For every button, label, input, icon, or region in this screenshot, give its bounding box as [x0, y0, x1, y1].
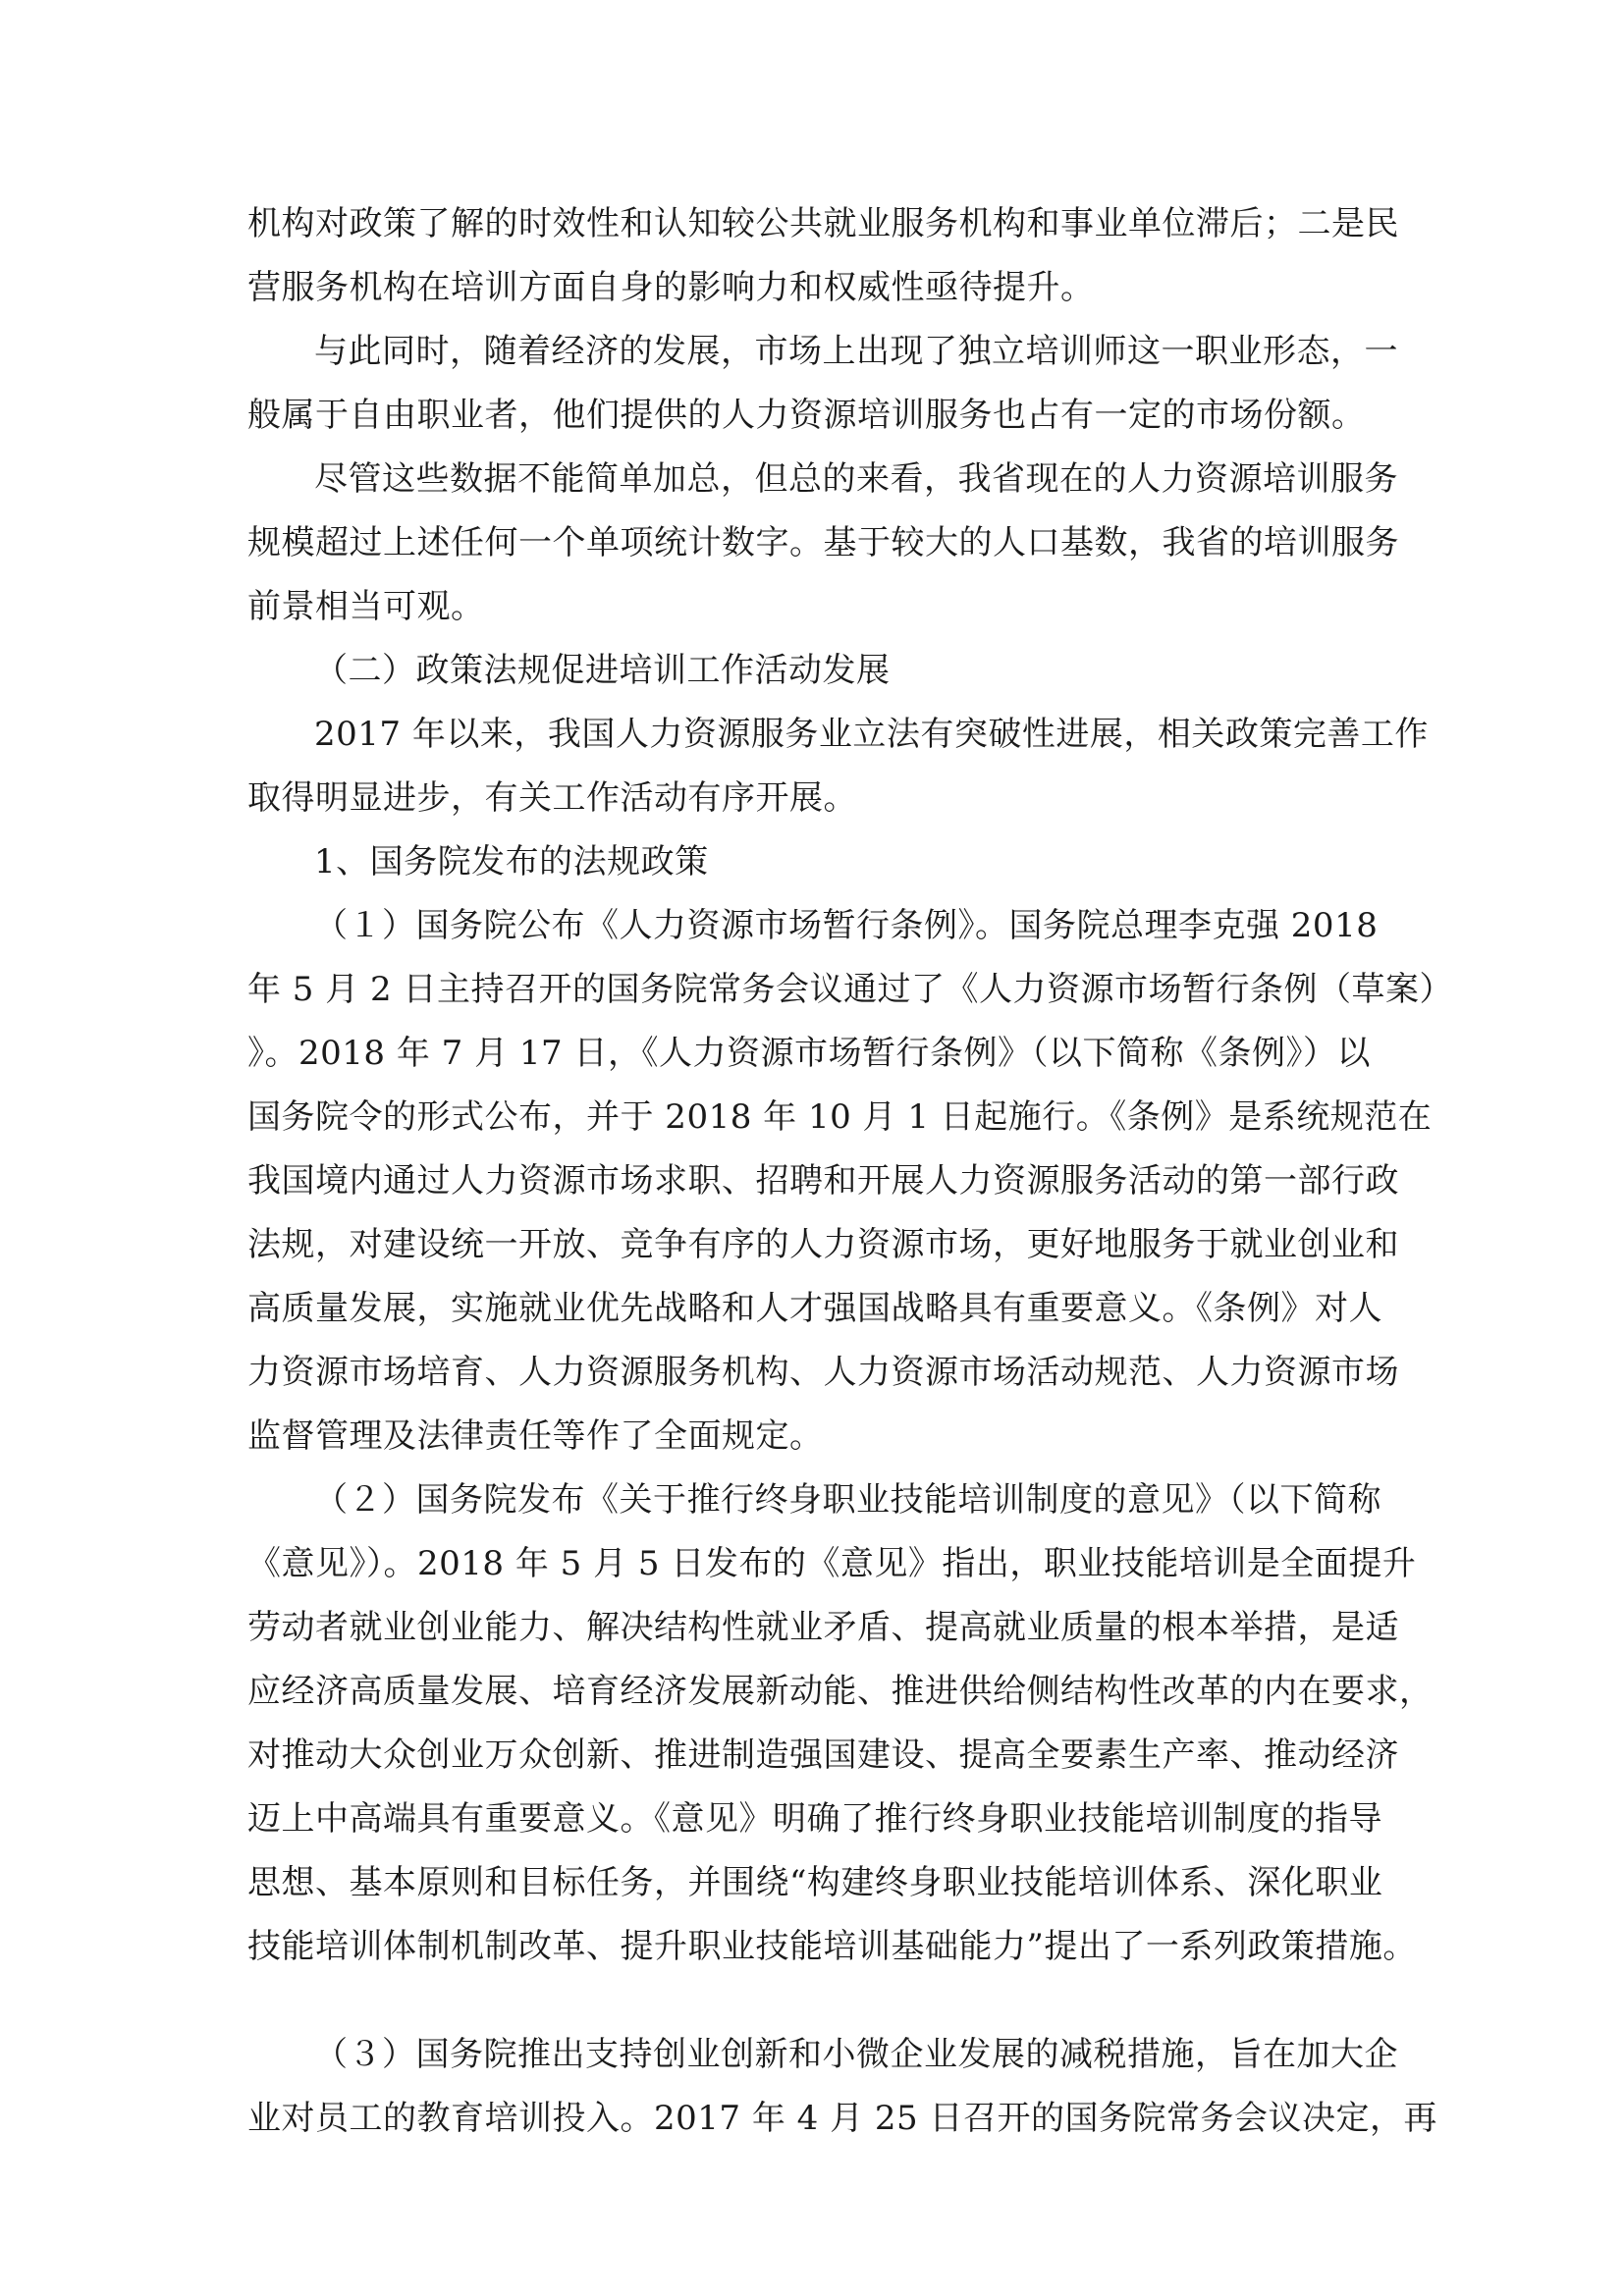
body-text-line: （１）国务院公布《人力资源市场暂行条例》。国务院总理李克强 2018: [314, 906, 1379, 945]
body-text-line: 》。2018 年 7 月 17 日，《人力资源市场暂行条例》（以下简称《条例》）以: [247, 1034, 1371, 1073]
body-text-line: 国务院令的形式公布，并于 2018 年 10 月 1 日起施行。《条例》是系统规范在: [247, 1097, 1433, 1137]
body-text-line: 迈上中高端具有重要意义。《意见》明确了推行终身职业技能培训制度的指导: [247, 1799, 1382, 1839]
body-text-line: 年 5 月 2 日主持召开的国务院常务会议通过了《人力资源市场暂行条例（草案）: [247, 970, 1453, 1009]
section-heading: （二）政策法规促进培训工作活动发展: [314, 651, 891, 690]
body-text-line: 监督管理及法律责任等作了全面规定。: [247, 1416, 824, 1456]
body-text-line: 取得明显进步，有关工作活动有序开展。: [247, 778, 857, 818]
body-text-line: 应经济高质量发展、培育经济发展新动能、推进供给侧结构性改革的内在要求，: [247, 1672, 1434, 1711]
body-text-line: 尽管这些数据不能简单加总，但总的来看，我省现在的人力资源培训服务: [314, 459, 1398, 499]
body-text-line: 力资源市场培育、人力资源服务机构、人力资源市场活动规范、人力资源市场: [247, 1353, 1399, 1392]
body-text-line: 高质量发展，实施就业优先战略和人才强国战略具有重要意义。《条例》对人: [247, 1289, 1382, 1328]
body-text-line: 营服务机构在培训方面自身的影响力和权威性亟待提升。: [247, 268, 1095, 307]
body-text-line: 般属于自由职业者，他们提供的人力资源培训服务也占有一定的市场份额。: [247, 396, 1366, 435]
body-text-line: 前景相当可观。: [247, 587, 485, 626]
body-text-line: 思想、基本原则和目标任务，并围绕“构建终身职业技能培训体系、深化职业: [247, 1863, 1383, 1902]
body-text-line: 与此同时，随着经济的发展，市场上出现了独立培训师这一职业形态，一: [314, 332, 1398, 371]
body-text-line: 对推动大众创业万众创新、推进制造强国建设、提高全要素生产率、推动经济: [247, 1735, 1399, 1775]
subsection-heading: 1、国务院发布的法规政策: [314, 842, 709, 881]
body-text-line: 我国境内通过人力资源市场求职、招聘和开展人力资源服务活动的第一部行政: [247, 1161, 1399, 1201]
body-text-line: 规模超过上述任何一个单项统计数字。基于较大的人口基数，我省的培训服务: [247, 523, 1399, 562]
body-text-line: （３）国务院推出支持创业创新和小微企业发展的减税措施，旨在加大企: [314, 2035, 1398, 2074]
body-text-line: （２）国务院发布《关于推行终身职业技能培训制度的意见》（以下简称: [314, 1480, 1381, 1520]
body-text-line: 业对员工的教育培训投入。2017 年 4 月 25 日召开的国务院常务会议决定，再: [247, 2099, 1437, 2138]
body-text-line: 技能培训体制机制改革、提升职业技能培训基础能力”提出了一系列政策措施。: [247, 1927, 1417, 1966]
body-text-line: 劳动者就业创业能力、解决结构性就业矛盾、提高就业质量的根本举措，是适: [247, 1608, 1399, 1647]
body-text-line: 《意见》）。2018 年 5 月 5 日发布的《意见》指出，职业技能培训是全面提升: [247, 1544, 1417, 1583]
body-text-line: 法规，对建设统一开放、竞争有序的人力资源市场，更好地服务于就业创业和: [247, 1225, 1399, 1264]
body-text-line: 2017 年以来，我国人力资源服务业立法有突破性进展，相关政策完善工作: [314, 715, 1429, 754]
body-text-line: 机构对政策了解的时效性和认知较公共就业服务机构和事业单位滞后；二是民: [247, 204, 1399, 243]
